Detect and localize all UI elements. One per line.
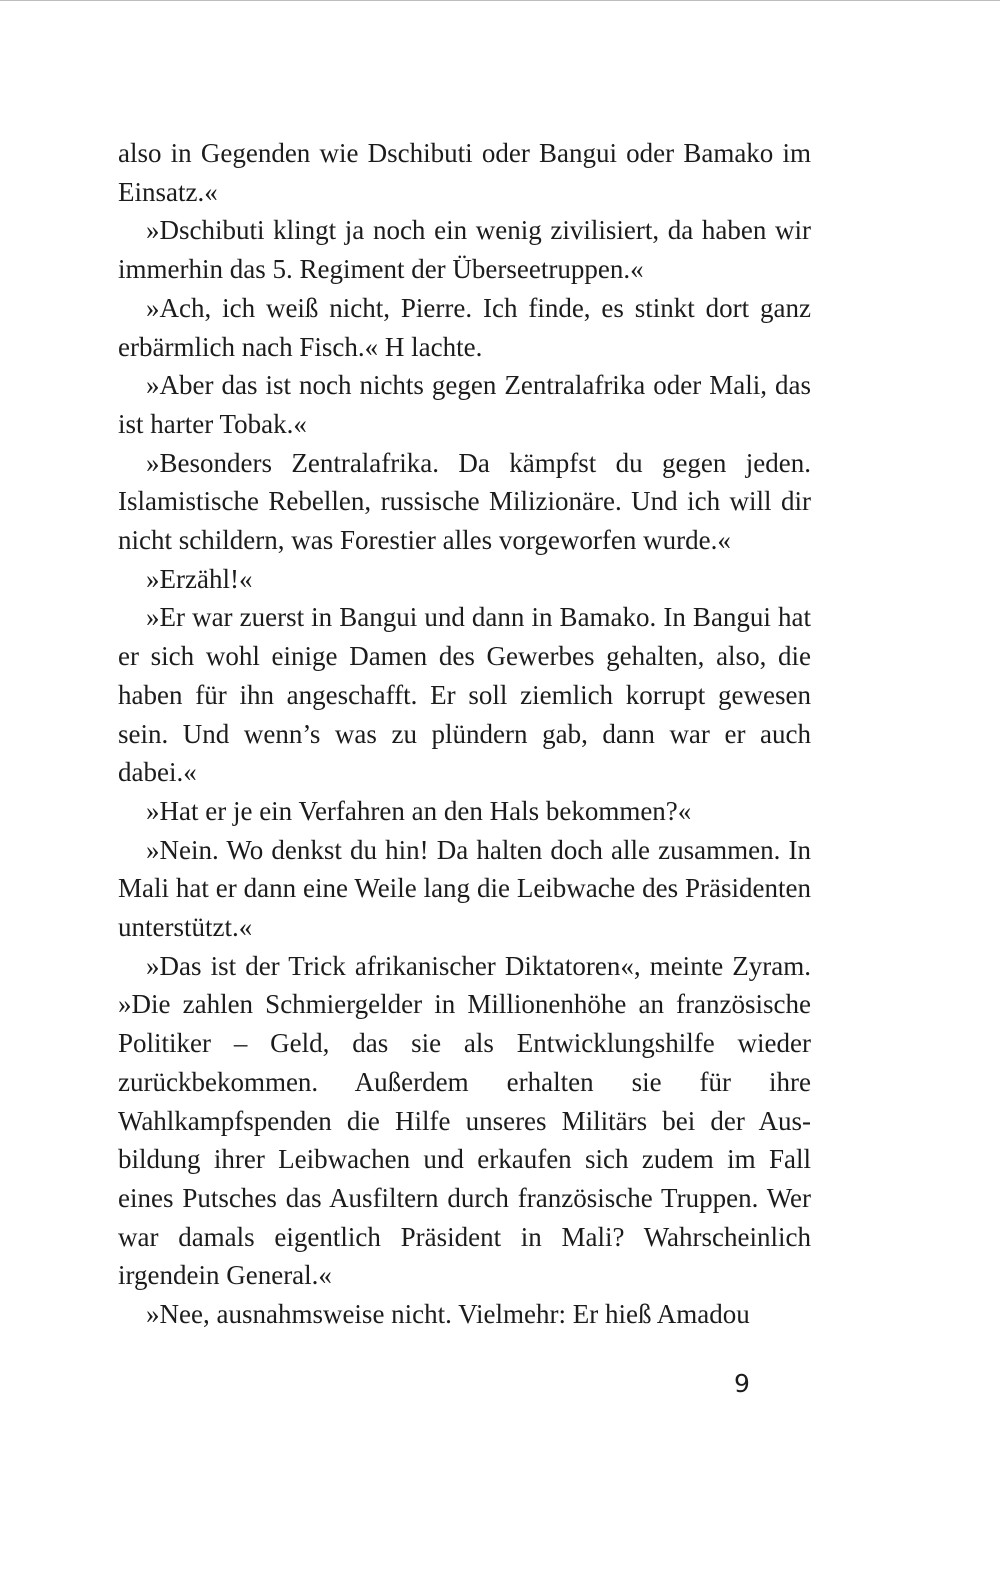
paragraph-8: »Hat er je ein Verfahren an den Hals bekommen?« xyxy=(146,795,692,826)
paragraph-7: »Er war zuerst in Bangui und dann in Bamako. In Bangui hat er sich wohl einige Damen des Gewerbes gehalten, also, die haben für ihn angeschafft. Er soll ziemlich korrupt gewesen sein. Und wenn’s was zu plündern gab, dann war er auch dabei.« xyxy=(118,602,811,788)
paragraph-3: »Ach, ich weiß nicht, Pierre. Ich finde, es stinkt dort ganz erbärmlich nach Fisch.« H lachte. xyxy=(118,292,811,362)
paragraph-4: »Aber das ist noch nichts gegen Zentralafrika oder Mali, das ist harter Tobak.« xyxy=(118,370,811,439)
paragraph-5: »Besonders Zentralafrika. Da kämpfst du gegen jeden. Islamistische Rebellen, russische Milizionäre. Und ich will dir nicht schildern, was Forestier alles vorgeworfen wurde.« xyxy=(118,447,811,556)
page-top-edge xyxy=(0,0,1000,1)
paragraph-1: also in Gegenden wie Dschibuti oder Bangui oder Bamako im Einsatz.« xyxy=(118,138,811,207)
paragraph-2: »Dschibuti klingt ja noch ein wenig zivilisiert, da haben wir immerhin das 5. Regiment der Überseetruppen.« xyxy=(118,215,811,285)
paragraph-11: »Nee, ausnahmsweise nicht. Vielmehr: Er hieß Amadou xyxy=(146,1299,750,1330)
body-text xyxy=(118,134,811,1334)
paragraph-6: »Erzähl!« xyxy=(146,563,253,594)
page-number: 9 xyxy=(734,1369,750,1398)
paragraph-9: »Nein. Wo denkst du hin! Da halten doch alle zusammen. In Mali hat er dann eine Weile lang die Leibwache des Präsidenten unterstützt.« xyxy=(118,834,811,943)
paragraph-10: »Das ist der Trick afrikanischer Diktatoren«, meinte Zyram. »Die zahlen Schmiergelder in Millionenhöhe an französische Politiker – Geld, das sie als Entwicklungshilfe wieder zurückbekommen. Außerdem erhalten sie für ihre Wahlkampfspenden die Hilfe unseres Militärs bei der Ausbildung ihrer Leibwachen und erkaufen sich zudem im Fall eines Putsches das Ausfiltern durch französische Truppen. Wer war damals eigentlich Präsident in Mali? Wahrscheinlich irgendein General.« xyxy=(118,950,811,1291)
